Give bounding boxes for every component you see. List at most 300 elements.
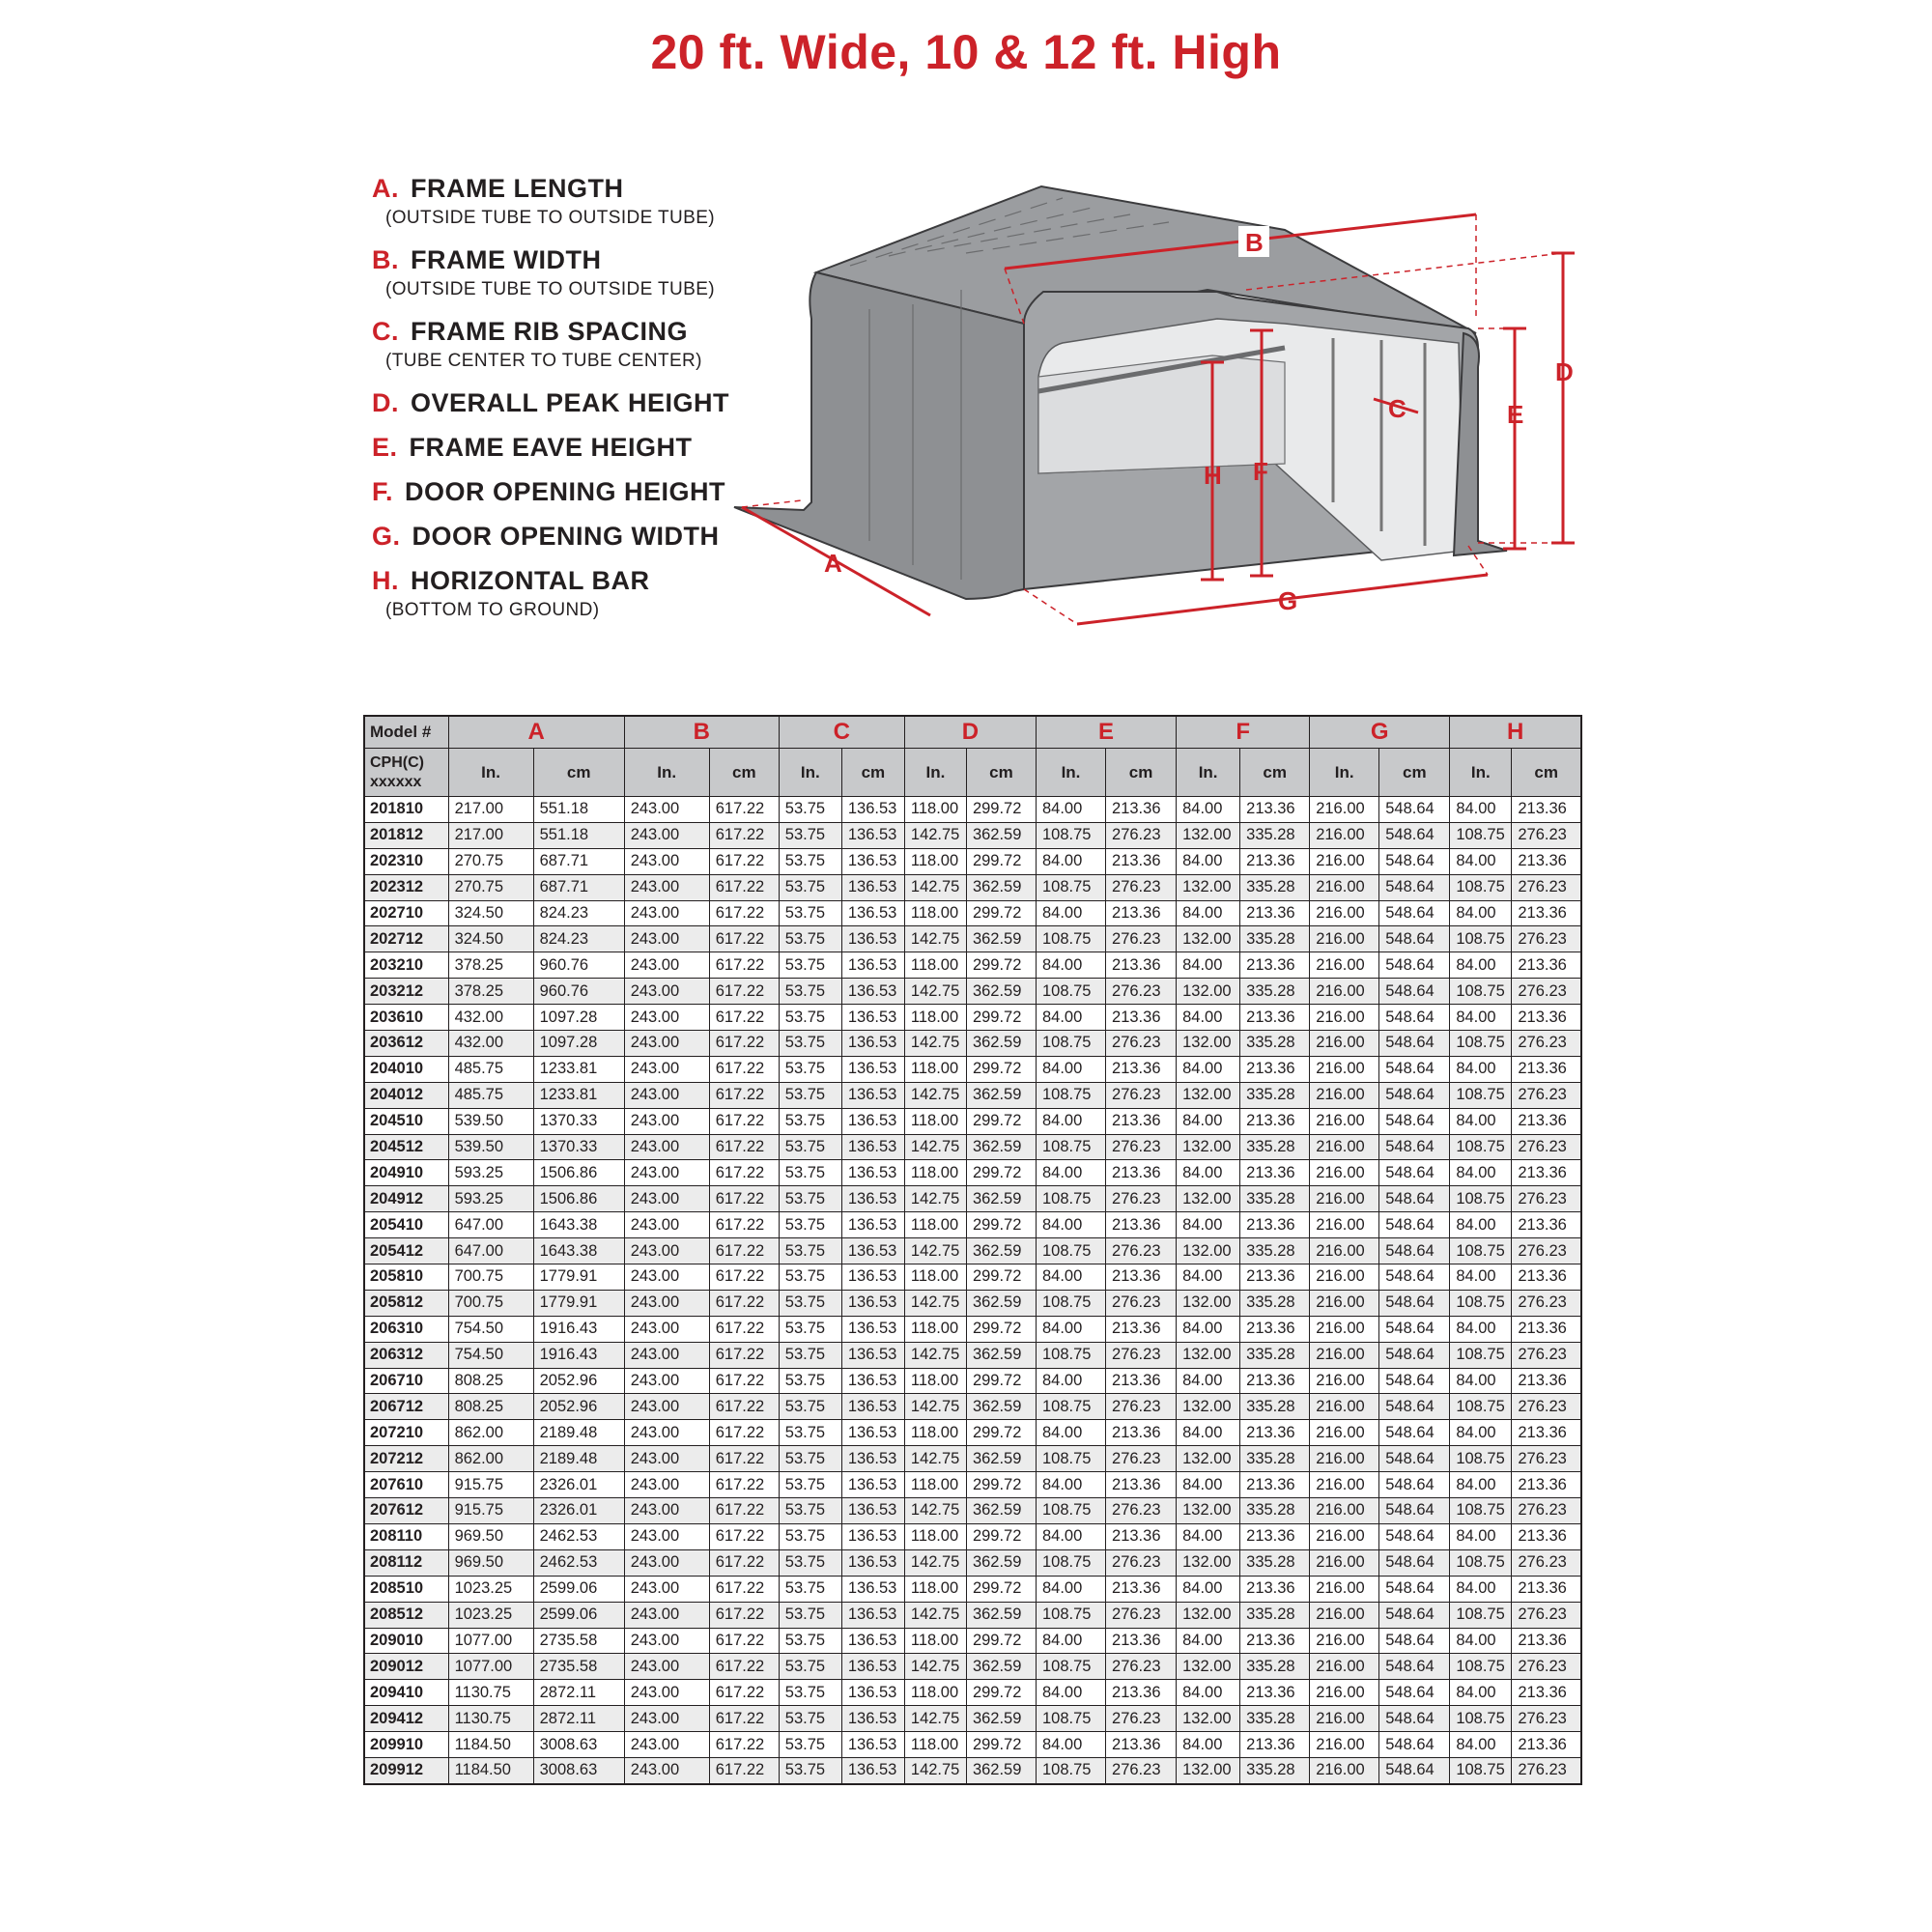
value-cell: 548.64 (1379, 1238, 1450, 1264)
value-cell: 617.22 (709, 1680, 779, 1706)
value-cell: 362.59 (966, 1654, 1036, 1680)
value-cell: 108.75 (1450, 1290, 1512, 1316)
value-cell: 960.76 (533, 952, 624, 979)
value-cell: 132.00 (1177, 1549, 1240, 1576)
value-cell: 84.00 (1450, 1368, 1512, 1394)
value-cell: 213.36 (1240, 1523, 1310, 1549)
value-cell: 548.64 (1379, 1523, 1450, 1549)
value-cell: 108.75 (1036, 979, 1105, 1005)
value-cell: 213.36 (1240, 1576, 1310, 1602)
value-cell: 299.72 (966, 1264, 1036, 1291)
value-cell: 213.36 (1106, 1628, 1177, 1654)
value-cell: 276.23 (1106, 1394, 1177, 1420)
legend-subtitle: (OUTSIDE TUBE TO OUTSIDE TUBE) (385, 208, 716, 228)
value-cell: 1233.81 (533, 1082, 624, 1108)
value-cell: 108.75 (1450, 1549, 1512, 1576)
value-cell: 617.22 (709, 1757, 779, 1783)
value-cell: 270.75 (448, 874, 533, 900)
value-cell: 53.75 (779, 1238, 841, 1264)
value-cell: 108.75 (1036, 1602, 1105, 1628)
value-cell: 617.22 (709, 1160, 779, 1186)
value-cell: 118.00 (904, 797, 966, 823)
value-cell: 217.00 (448, 822, 533, 848)
value-cell: 2189.48 (533, 1446, 624, 1472)
value-cell: 362.59 (966, 1186, 1036, 1212)
value-cell: 1184.50 (448, 1732, 533, 1758)
value-cell: 362.59 (966, 979, 1036, 1005)
value-cell: 136.53 (841, 822, 904, 848)
value-cell: 118.00 (904, 848, 966, 874)
value-cell: 53.75 (779, 1732, 841, 1758)
value-cell: 213.36 (1106, 952, 1177, 979)
value-cell: 548.64 (1379, 1732, 1450, 1758)
value-cell: 299.72 (966, 1108, 1036, 1134)
legend-subtitle: (BOTTOM TO GROUND) (385, 600, 600, 620)
value-cell: 53.75 (779, 1212, 841, 1238)
value-cell: 84.00 (1177, 1472, 1240, 1498)
page-title: 20 ft. Wide, 10 & 12 ft. High (650, 25, 1282, 79)
value-cell: 243.00 (624, 1446, 709, 1472)
value-cell: 593.25 (448, 1186, 533, 1212)
value-cell: 1077.00 (448, 1628, 533, 1654)
value-cell: 118.00 (904, 1523, 966, 1549)
value-cell: 108.75 (1450, 822, 1512, 848)
value-cell: 276.23 (1512, 1446, 1581, 1472)
dim-label-c: C (1388, 394, 1406, 423)
value-cell: 299.72 (966, 900, 1036, 926)
value-cell: 216.00 (1310, 1757, 1379, 1783)
value-cell: 548.64 (1379, 1576, 1450, 1602)
value-cell: 548.64 (1379, 979, 1450, 1005)
value-cell: 617.22 (709, 874, 779, 900)
table-row (364, 1316, 1581, 1342)
value-cell: 136.53 (841, 1342, 904, 1368)
value-cell: 142.75 (904, 822, 966, 848)
value-cell: 432.00 (448, 1031, 533, 1057)
value-cell: 213.36 (1240, 1680, 1310, 1706)
value-cell: 118.00 (904, 1005, 966, 1031)
value-cell: 213.36 (1106, 1264, 1177, 1291)
value-cell: 53.75 (779, 1576, 841, 1602)
value-cell: 142.75 (904, 1549, 966, 1576)
value-cell: 84.00 (1036, 900, 1105, 926)
value-cell: 53.75 (779, 1549, 841, 1576)
value-cell: 335.28 (1240, 1757, 1310, 1783)
model-cell: 209910 (364, 1732, 448, 1758)
value-cell: 142.75 (904, 926, 966, 952)
value-cell: 276.23 (1512, 1602, 1581, 1628)
dim-label-e: E (1507, 400, 1524, 429)
value-cell: 108.75 (1036, 1342, 1105, 1368)
table-row (364, 1238, 1581, 1264)
shelter-side-wall (734, 272, 1024, 599)
model-cell: 207610 (364, 1472, 448, 1498)
table-row (364, 848, 1581, 874)
value-cell: 754.50 (448, 1342, 533, 1368)
value-cell: 213.36 (1240, 1160, 1310, 1186)
value-cell: 213.36 (1512, 1005, 1581, 1031)
value-cell: 108.75 (1450, 1394, 1512, 1420)
value-cell: 362.59 (966, 874, 1036, 900)
value-cell: 243.00 (624, 1732, 709, 1758)
value-cell: 243.00 (624, 1523, 709, 1549)
value-cell: 276.23 (1106, 1031, 1177, 1057)
value-cell: 276.23 (1106, 1238, 1177, 1264)
value-cell: 84.00 (1450, 797, 1512, 823)
value-cell: 243.00 (624, 1160, 709, 1186)
value-cell: 276.23 (1512, 926, 1581, 952)
value-cell: 335.28 (1240, 1342, 1310, 1368)
value-cell: 1130.75 (448, 1706, 533, 1732)
table-row (364, 874, 1581, 900)
model-cell: 206312 (364, 1342, 448, 1368)
value-cell: 276.23 (1106, 874, 1177, 900)
model-sub2: xxxxxx (370, 773, 422, 790)
value-cell: 136.53 (841, 979, 904, 1005)
value-cell: 108.75 (1036, 874, 1105, 900)
value-cell: 276.23 (1512, 1186, 1581, 1212)
value-cell: 213.36 (1512, 1316, 1581, 1342)
group-header-d: D (904, 716, 1036, 749)
value-cell: 216.00 (1310, 1472, 1379, 1498)
value-cell: 136.53 (841, 1706, 904, 1732)
value-cell: 548.64 (1379, 797, 1450, 823)
model-cell: 205412 (364, 1238, 448, 1264)
value-cell: 362.59 (966, 1498, 1036, 1524)
value-cell: 213.36 (1512, 1160, 1581, 1186)
value-cell: 216.00 (1310, 848, 1379, 874)
legend-letter: H. (372, 566, 399, 595)
value-cell: 617.22 (709, 1056, 779, 1082)
group-header-c: C (779, 716, 904, 749)
value-cell: 136.53 (841, 1186, 904, 1212)
value-cell: 213.36 (1512, 900, 1581, 926)
value-cell: 299.72 (966, 1732, 1036, 1758)
value-cell: 213.36 (1240, 1316, 1310, 1342)
value-cell: 136.53 (841, 1264, 904, 1291)
group-header-h: H (1450, 716, 1581, 749)
value-cell: 243.00 (624, 1238, 709, 1264)
value-cell: 142.75 (904, 1757, 966, 1783)
value-cell: 136.53 (841, 848, 904, 874)
table-header-units (364, 749, 1581, 797)
value-cell: 335.28 (1240, 1186, 1310, 1212)
value-cell: 84.00 (1036, 1056, 1105, 1082)
table-row (364, 1628, 1581, 1654)
value-cell: 362.59 (966, 822, 1036, 848)
value-cell: 213.36 (1106, 900, 1177, 926)
value-cell: 1097.28 (533, 1005, 624, 1031)
value-cell: 136.53 (841, 1654, 904, 1680)
value-cell: 84.00 (1450, 1732, 1512, 1758)
value-cell: 53.75 (779, 1498, 841, 1524)
value-cell: 216.00 (1310, 797, 1379, 823)
value-cell: 136.53 (841, 1498, 904, 1524)
value-cell: 53.75 (779, 1706, 841, 1732)
value-cell: 617.22 (709, 1368, 779, 1394)
value-cell: 108.75 (1450, 1134, 1512, 1160)
legend-letter: B. (372, 245, 399, 274)
value-cell: 118.00 (904, 1472, 966, 1498)
value-cell: 243.00 (624, 1420, 709, 1446)
value-cell: 84.00 (1450, 1576, 1512, 1602)
value-cell: 243.00 (624, 1628, 709, 1654)
value-cell: 118.00 (904, 1264, 966, 1291)
value-cell: 617.22 (709, 1212, 779, 1238)
value-cell: 53.75 (779, 1342, 841, 1368)
unit-header: In. (1177, 749, 1240, 797)
value-cell: 53.75 (779, 1680, 841, 1706)
value-cell: 915.75 (448, 1472, 533, 1498)
value-cell: 243.00 (624, 874, 709, 900)
value-cell: 213.36 (1106, 1056, 1177, 1082)
unit-header: cm (533, 749, 624, 797)
value-cell: 213.36 (1106, 1316, 1177, 1342)
value-cell: 617.22 (709, 1264, 779, 1291)
value-cell: 84.00 (1450, 1108, 1512, 1134)
value-cell: 132.00 (1177, 1031, 1240, 1057)
value-cell: 84.00 (1177, 1056, 1240, 1082)
value-cell: 216.00 (1310, 1706, 1379, 1732)
value-cell: 548.64 (1379, 926, 1450, 952)
value-cell: 276.23 (1512, 1706, 1581, 1732)
value-cell: 243.00 (624, 848, 709, 874)
value-cell: 593.25 (448, 1160, 533, 1186)
value-cell: 299.72 (966, 1368, 1036, 1394)
value-cell: 243.00 (624, 1472, 709, 1498)
table-row (364, 822, 1581, 848)
value-cell: 2599.06 (533, 1602, 624, 1628)
group-header-g: G (1310, 716, 1450, 749)
value-cell: 108.75 (1036, 1082, 1105, 1108)
table-row (364, 1757, 1581, 1783)
model-subheader (364, 749, 448, 797)
value-cell: 136.53 (841, 1602, 904, 1628)
value-cell: 213.36 (1512, 1472, 1581, 1498)
legend-letter: A. (372, 174, 399, 203)
value-cell: 548.64 (1379, 1549, 1450, 1576)
value-cell: 213.36 (1240, 797, 1310, 823)
value-cell: 108.75 (1450, 926, 1512, 952)
table-row (364, 1706, 1581, 1732)
value-cell: 84.00 (1177, 797, 1240, 823)
value-cell: 84.00 (1177, 952, 1240, 979)
model-cell: 208112 (364, 1549, 448, 1576)
value-cell: 53.75 (779, 1108, 841, 1134)
value-cell: 276.23 (1106, 1134, 1177, 1160)
value-cell: 108.75 (1450, 874, 1512, 900)
value-cell: 276.23 (1106, 1290, 1177, 1316)
value-cell: 548.64 (1379, 1472, 1450, 1498)
value-cell: 84.00 (1450, 900, 1512, 926)
unit-header: cm (709, 749, 779, 797)
model-cell: 201812 (364, 822, 448, 848)
value-cell: 276.23 (1106, 1186, 1177, 1212)
table-row (364, 1680, 1581, 1706)
value-cell: 118.00 (904, 1160, 966, 1186)
value-cell: 136.53 (841, 1238, 904, 1264)
model-cell: 207210 (364, 1420, 448, 1446)
value-cell: 216.00 (1310, 1238, 1379, 1264)
value-cell: 53.75 (779, 822, 841, 848)
value-cell: 53.75 (779, 874, 841, 900)
model-cell: 209412 (364, 1706, 448, 1732)
value-cell: 216.00 (1310, 1056, 1379, 1082)
value-cell: 213.36 (1106, 1472, 1177, 1498)
value-cell: 700.75 (448, 1290, 533, 1316)
value-cell: 142.75 (904, 1706, 966, 1732)
value-cell: 216.00 (1310, 1394, 1379, 1420)
value-cell: 84.00 (1177, 1523, 1240, 1549)
value-cell: 108.75 (1450, 1602, 1512, 1628)
table-row (364, 1005, 1581, 1031)
value-cell: 132.00 (1177, 1290, 1240, 1316)
unit-header: In. (1310, 749, 1379, 797)
value-cell: 84.00 (1450, 1420, 1512, 1446)
value-cell: 213.36 (1512, 1056, 1581, 1082)
value-cell: 136.53 (841, 900, 904, 926)
value-cell: 84.00 (1177, 900, 1240, 926)
value-cell: 548.64 (1379, 1706, 1450, 1732)
model-cell: 206712 (364, 1394, 448, 1420)
value-cell: 216.00 (1310, 1498, 1379, 1524)
value-cell: 1130.75 (448, 1680, 533, 1706)
unit-header: In. (904, 749, 966, 797)
value-cell: 362.59 (966, 1031, 1036, 1057)
value-cell: 2052.96 (533, 1368, 624, 1394)
value-cell: 213.36 (1240, 1264, 1310, 1291)
value-cell: 335.28 (1240, 1134, 1310, 1160)
value-cell: 617.22 (709, 1498, 779, 1524)
value-cell: 335.28 (1240, 1446, 1310, 1472)
model-cell: 203612 (364, 1031, 448, 1057)
value-cell: 647.00 (448, 1212, 533, 1238)
value-cell: 118.00 (904, 1056, 966, 1082)
value-cell: 1506.86 (533, 1186, 624, 1212)
value-cell: 617.22 (709, 1654, 779, 1680)
value-cell: 136.53 (841, 1031, 904, 1057)
value-cell: 687.71 (533, 874, 624, 900)
value-cell: 118.00 (904, 1732, 966, 1758)
spec-table (363, 715, 1582, 1785)
value-cell: 687.71 (533, 848, 624, 874)
unit-header: In. (448, 749, 533, 797)
value-cell: 243.00 (624, 926, 709, 952)
value-cell: 1097.28 (533, 1031, 624, 1057)
value-cell: 108.75 (1450, 1446, 1512, 1472)
value-cell: 2326.01 (533, 1472, 624, 1498)
value-cell: 84.00 (1036, 797, 1105, 823)
value-cell: 276.23 (1106, 926, 1177, 952)
value-cell: 213.36 (1240, 848, 1310, 874)
value-cell: 132.00 (1177, 1706, 1240, 1732)
table-row (364, 797, 1581, 823)
value-cell: 243.00 (624, 1576, 709, 1602)
value-cell: 142.75 (904, 1654, 966, 1680)
value-cell: 276.23 (1512, 1031, 1581, 1057)
value-cell: 548.64 (1379, 1628, 1450, 1654)
unit-header: cm (1106, 749, 1177, 797)
value-cell: 335.28 (1240, 1238, 1310, 1264)
value-cell: 136.53 (841, 926, 904, 952)
value-cell: 132.00 (1177, 1498, 1240, 1524)
value-cell: 276.23 (1512, 1134, 1581, 1160)
value-cell: 485.75 (448, 1056, 533, 1082)
value-cell: 335.28 (1240, 1498, 1310, 1524)
value-cell: 299.72 (966, 1316, 1036, 1342)
value-cell: 213.36 (1106, 1005, 1177, 1031)
value-cell: 84.00 (1450, 1056, 1512, 1082)
value-cell: 299.72 (966, 1420, 1036, 1446)
value-cell: 213.36 (1240, 1108, 1310, 1134)
value-cell: 335.28 (1240, 1082, 1310, 1108)
value-cell: 213.36 (1512, 1420, 1581, 1446)
value-cell: 700.75 (448, 1264, 533, 1291)
value-cell: 84.00 (1036, 848, 1105, 874)
value-cell: 548.64 (1379, 874, 1450, 900)
value-cell: 617.22 (709, 1238, 779, 1264)
legend-letter: G. (372, 522, 401, 551)
value-cell: 243.00 (624, 1654, 709, 1680)
value-cell: 324.50 (448, 900, 533, 926)
value-cell: 108.75 (1450, 1498, 1512, 1524)
value-cell: 118.00 (904, 1420, 966, 1446)
value-cell: 432.00 (448, 1005, 533, 1031)
value-cell: 132.00 (1177, 979, 1240, 1005)
model-header: Model # (364, 716, 448, 749)
value-cell: 84.00 (1036, 1316, 1105, 1342)
value-cell: 335.28 (1240, 874, 1310, 900)
value-cell: 548.64 (1379, 1134, 1450, 1160)
value-cell: 1643.38 (533, 1212, 624, 1238)
value-cell: 362.59 (966, 1602, 1036, 1628)
legend-label: DOOR OPENING HEIGHT (405, 477, 726, 506)
value-cell: 1077.00 (448, 1654, 533, 1680)
value-cell: 243.00 (624, 1680, 709, 1706)
value-cell: 53.75 (779, 1602, 841, 1628)
value-cell: 276.23 (1512, 1290, 1581, 1316)
value-cell: 136.53 (841, 1005, 904, 1031)
value-cell: 136.53 (841, 1523, 904, 1549)
value-cell: 216.00 (1310, 1186, 1379, 1212)
value-cell: 142.75 (904, 1342, 966, 1368)
value-cell: 84.00 (1450, 1316, 1512, 1342)
table-row (364, 1523, 1581, 1549)
value-cell: 378.25 (448, 979, 533, 1005)
value-cell: 915.75 (448, 1498, 533, 1524)
value-cell: 362.59 (966, 1549, 1036, 1576)
legend-letter: E. (372, 433, 398, 462)
value-cell: 108.75 (1036, 1186, 1105, 1212)
value-cell: 617.22 (709, 1031, 779, 1057)
value-cell: 213.36 (1106, 848, 1177, 874)
value-cell: 617.22 (709, 1706, 779, 1732)
value-cell: 53.75 (779, 1523, 841, 1549)
value-cell: 548.64 (1379, 1757, 1450, 1783)
value-cell: 136.53 (841, 1628, 904, 1654)
value-cell: 118.00 (904, 1576, 966, 1602)
value-cell: 213.36 (1106, 797, 1177, 823)
model-cell: 202310 (364, 848, 448, 874)
value-cell: 299.72 (966, 1628, 1036, 1654)
model-cell: 205810 (364, 1264, 448, 1291)
value-cell: 142.75 (904, 1290, 966, 1316)
value-cell: 213.36 (1106, 1732, 1177, 1758)
value-cell: 299.72 (966, 1005, 1036, 1031)
value-cell: 548.64 (1379, 1056, 1450, 1082)
value-cell: 213.36 (1240, 1628, 1310, 1654)
model-cell: 201810 (364, 797, 448, 823)
